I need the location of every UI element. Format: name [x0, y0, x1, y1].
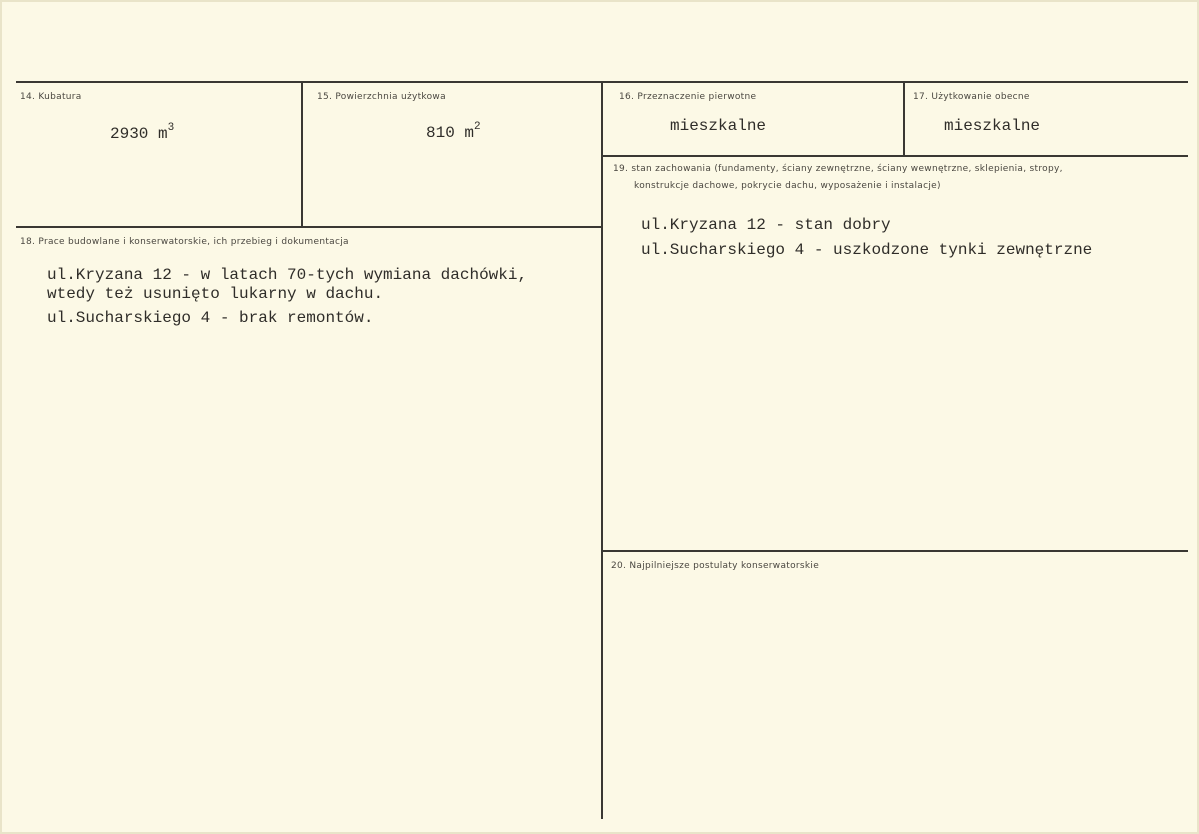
field-19-line-2: ul.Sucharskiego 4 - uszkodzone tynki zewnętrzne — [641, 241, 1093, 259]
rule-right-lower — [603, 550, 1188, 552]
rule-left-mid — [16, 226, 601, 228]
field-15-value — [426, 121, 481, 142]
field-14-label: 14. Kubatura — [20, 92, 82, 102]
field-14-exponent: 3 — [167, 122, 175, 134]
field-20-label: 20. Najpilniejsze postulaty konserwatorskie — [611, 561, 820, 571]
field-18-label: 18. Prace budowlane i konserwatorskie, ich przebieg i dokumentacja — [20, 237, 349, 247]
divider-center — [601, 81, 603, 819]
field-16-label: 16. Przeznaczenie pierwotne — [619, 92, 757, 102]
field-14-value — [110, 122, 175, 143]
field-14-number: 2930 m — [110, 125, 168, 143]
field-18-line-3: ul.Sucharskiego 4 - brak remontów. — [47, 309, 374, 327]
field-15-number: 810 m — [426, 124, 475, 142]
field-18-line-2: wtedy też usunięto lukarny w dachu. — [47, 285, 384, 303]
field-15-exponent: 2 — [474, 121, 481, 133]
field-16-value: mieszkalne — [670, 117, 767, 135]
field-19-label-line-1: 19. stan zachowania (fundamenty, ściany zewnętrzne, ściany wewnętrzne, sklepienia, stropy, — [613, 164, 1063, 174]
divider-16-17 — [903, 81, 905, 156]
field-18-line-1: ul.Kryzana 12 - w latach 70-tych wymiana dachówki, — [47, 266, 528, 284]
field-19-line-1: ul.Kryzana 12 - stan dobry — [641, 216, 891, 234]
divider-14-15 — [301, 81, 303, 227]
rule-right-upper — [603, 155, 1188, 157]
field-17-label: 17. Użytkowanie obecne — [913, 92, 1030, 102]
field-17-value: mieszkalne — [944, 117, 1041, 135]
field-15-label: 15. Powierzchnia użytkowa — [317, 92, 446, 102]
field-19-label-line-2: konstrukcje dachowe, pokrycie dachu, wyposażenie i instalacje) — [634, 181, 941, 191]
